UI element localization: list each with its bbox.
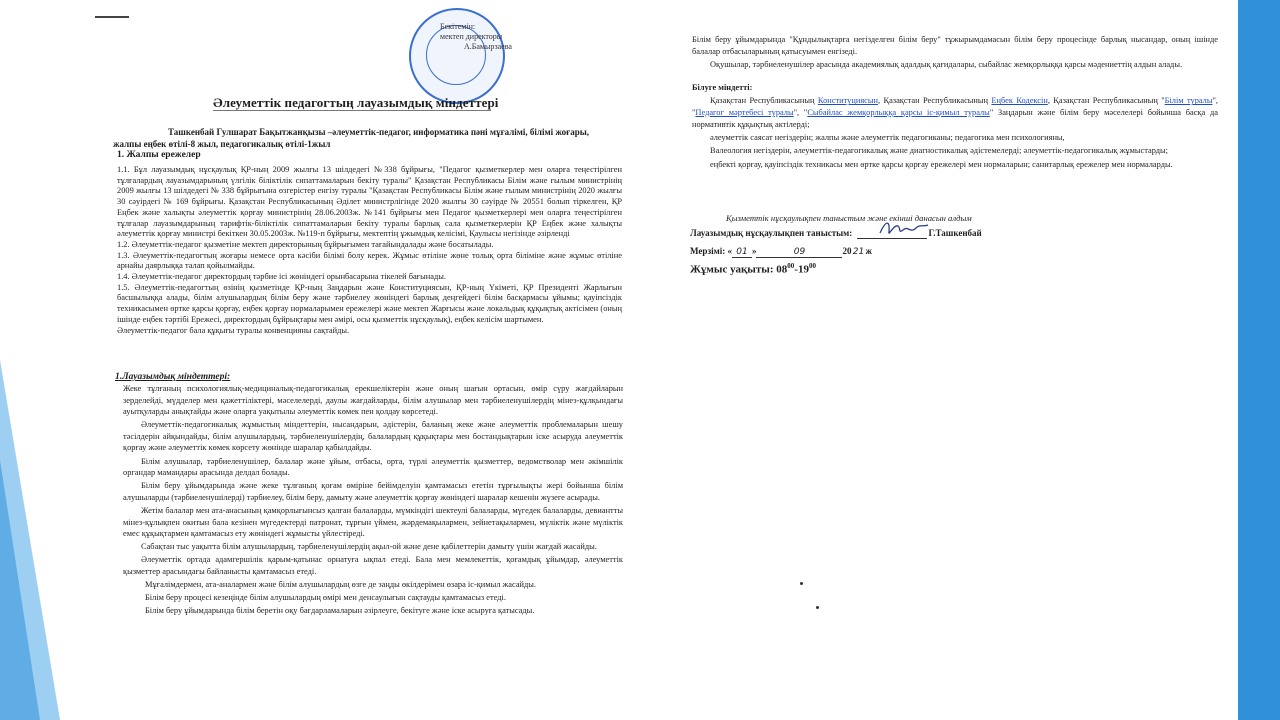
implementation-notes <box>692 34 1218 72</box>
document-title: Әлеуметтік педагогтың лауазымдық міндеттері <box>213 95 499 110</box>
knowledge-heading: Білуге міндетті: <box>692 83 753 92</box>
document-page-right <box>690 0 1230 720</box>
section-general-heading: 1. Жалпы ережелер <box>117 150 201 160</box>
section-duties-heading: 1.Лауазымдық міндеттері: <box>115 372 231 382</box>
intro-paragraph-1: Білім беру ұйымдарында "Құндылықтарға негізделген білім беру" тұжырымдамасын білім беру процесінде барлық нысандар, оның ішінде балалар отбасыларының қатысуымен енгізеді. <box>692 35 1218 56</box>
knowledge-text: Қазақстан Республикасының <box>710 96 818 106</box>
duty-paragraph: Мұғалімдермен, ата-аналармен және білім алушылардың өзге де заңды өкілдерімен өзара іс-қимыл жасайды. <box>145 580 536 589</box>
date-day: 01 <box>732 247 752 258</box>
slide-right-bar <box>1238 0 1280 720</box>
knowledge-text: , Қазақстан Республикасының <box>878 96 992 106</box>
title-underline <box>213 110 491 111</box>
working-hours <box>690 262 816 276</box>
labor-code-link[interactable]: Еңбек Кодексін <box>991 96 1048 106</box>
general-paragraph: 1.1. Бұл лауазымдық нұсқаулық ҚР-ның 2009 жылғы 13 шілдедегі №338 бұйрығы, "Педагог қызметкерлер мен оларға теңестірілген тұлғалардың лауазымдарының үлгілік біліктілік сипаттамаларын бекіту туралы" Қазақстан Республикасы Білім және ғылым министрінің 2009 жылғы 13 шілдедегі № 338 бұйрығына өзгерістер енгізу туралы "Қазақстан Республикасы Білім және ғылым министрінің 2020 жылғы 30 сәуірдегі № 169 бұйрығы. Қазақстан Республикасының Әділет министрлігінде 2020 жылғы 30 сәуірде № 20551 болып тіркелген, ҚР Еңбек және халықты әлеуметтік қорғау министрінің 28.06.2003ж. №141 бұйрығы мен Педагог қызметкерлері мен оларға теңестірілген тұлғалар лауазымдарының тарифтік-біліктілік сипаттамаларын бекіту туралы барлық сала қызметкерлерін ҚР Еңбек және халықты әлеуметтік қорғау министрі бекіткен 30.05.2003ж. №119-п бұйрығы, мектептің ұжымдық келісімі, Қаулысы негізінде әзірленді <box>117 165 622 239</box>
work-end-minutes: 00 <box>808 262 816 270</box>
acknowledgement-label: Лауазымдық нұсқаулықпен таныстым: <box>690 228 853 238</box>
duty-paragraph: Білім беру ұйымдарында білім беретін оқу бағдарламаларын әзірлеуге, бекітуге және іске асыруға қатысады. <box>145 606 535 616</box>
working-hours-label: Жұмыс уақыты: <box>690 263 777 276</box>
knowledge-item: Валеология негіздерін, әлеуметтік-педагогикалық және диагностикалық әдістемелерді; әлеуметтік-педагогикалық жұмыстарды; <box>710 146 1168 156</box>
intro-paragraph-2: Оқушылар, тәрбиеленушілер арасында академиялық адалдық қағидалары, сыбайлас жемқорлыққа қарсы мәдениеттің алдын алады. <box>710 60 1183 70</box>
education-law-link[interactable]: Білім туралы <box>1164 96 1213 106</box>
acknowledgement-line <box>690 228 982 239</box>
duty-paragraph: Әлеуметтік-педагогикалық жұмыстың міндеттерін, нысандарын, әдістерін, баланың жеке және әлеуметтік проблемаларын шешу тәсілдерін айқындайды, білім алушылардың, тәрбиеленушілердің, балалардың құқықтары мен бостандықтарын іске асыруда әлеуметтік қорғау және әлеуметтік көмек көрсету жөнінде шаралар қабылдайды. <box>123 420 623 453</box>
knowledge-text: " Заңдарын және білім беру мәселелері бойынша басқа да нормативтік құқықтық актілерді; <box>692 108 1218 129</box>
duty-paragraph: Сабақтан тыс уақытта білім алушылардың, тәрбиеленушілердің ақыл-ой және дене қабілеттерін дамыту үшін жағдай жасайды. <box>141 542 597 552</box>
date-year: 21 <box>852 247 865 257</box>
knowledge-laws <box>692 95 1218 130</box>
approval-line-3: А.Бамырзаева <box>464 42 512 51</box>
date-year-prefix: 20 <box>842 246 852 256</box>
work-dash: - <box>794 263 798 276</box>
document-page-left <box>95 0 633 720</box>
date-line <box>690 246 872 258</box>
duty-paragraph: Білім беру ұйымдарында және жеке тұлғаның қоғам өміріне бейімделуін қамтамасыз ететін тұрғылықты жері бойынша білім алушыларды (тәрбиеленушілерді) тәрбиелеу, білім беру, дамыту және әлеуметтік қорғау жөніндегі шаралар кешенін жүзеге асырады. <box>123 481 623 502</box>
work-start-minutes: 00 <box>787 262 795 270</box>
duty-paragraph: Жетім балалар мен ата-анасының қамқорлығынсыз қалған балаларды, мүмкіндігі шектеулі балаларды, мүгедек балаларды, девиантты мінез-құлықпен окитын бала кезінен мүгедектерді патронат, тұрғын үймен, жәрдемақылармен, зейнетақылармен, мүліктік және мүліктік емес құқықтармен қамтамасыз ету жөніндегі жұмысты үйлестіреді. <box>123 505 623 539</box>
work-start-hour: 08 <box>776 263 788 276</box>
scan-speck <box>800 582 803 585</box>
left-stripe-shape <box>0 300 95 720</box>
scan-speck <box>816 606 819 609</box>
constitution-link[interactable]: Конституциясын <box>817 96 878 106</box>
teacher-status-law-link[interactable]: Педагог мәртебесі туралы <box>695 108 794 118</box>
required-knowledge <box>692 82 1218 172</box>
knowledge-text: , Қазақстан Республикасының " <box>1047 96 1165 106</box>
acknowledgement-note: Қызметтік нұсқаулықпен таныстым және екінші данасын алдым <box>726 213 972 223</box>
date-month: 09 <box>756 247 842 258</box>
signatory-name: Г.Ташкенбай <box>928 228 982 238</box>
general-paragraph: 1.5. Әлеуметтік-педагогтың өзінің қызметінде ҚР-ның Заңдарын және Конституциясын, ҚР-ның Үкіметі, ҚР Президенті Жарлығын басшылыққа алады, білім алушылардың білім беру және тәрбиелеу жөніндегі барлық деңгейдегі білім басқармасы ұйымы; қауіпсіздік техникасымен өртке қарсы қорғау, еңбек қорғау нормаларымен ережелері және мектеп Жарғысы және локальдық құқықтық актісімен (оның ішінде еңбек тәртібі Ережесі, директордың бұйрықтары мен әмірі, осы қызметтік нұсқаулық), еңбек келісім шартымен. <box>117 282 622 324</box>
duty-paragraph: Жеке тұлғаның психологиялық-медициналық-педагогикалық ерекшеліктерін және оның шағын ортасын, өмір сүру жағдайларын зерделейді, мүдделер мен қажеттіліктері, мәселелерді, даулы жағдайларды, білім алушылар мен тәрбиеленушілердің мінез-құлқындағы ауытқуларды анықтайды және оларға уақытылы әлеуметтік көмек пен қолдау көрсетеді. <box>123 384 623 417</box>
knowledge-text: ", " <box>793 108 808 118</box>
date-separator: » <box>751 246 757 256</box>
knowledge-text: ", " <box>692 96 1219 118</box>
knowledge-item: әлеуметтік саясат негіздерін; жалпы және әлеуметтік педагогиканы; педагогика мен психологияны, <box>710 133 1065 143</box>
knowledge-item: еңбекті қорғау, қауіпсіздік техникасы мен өртке қарсы қорғау ережелері мен нормаларын; санитарлық ережелер мен нормаларды. <box>710 159 1173 169</box>
general-paragraph: 1.3. Әлеуметтік-педагогтың жоғары немесе орта кәсіби білімі болу керек. Жұмыс өтіліне жөне толық орта біліміне және жұмыс өтіліне арнайы даярлыққа талап қойылмайды. <box>117 250 622 271</box>
scan-mark <box>95 16 129 18</box>
general-provisions <box>117 165 622 336</box>
general-paragraph: Әлеуметтік-педагог бала құқығы туралы конвенцияны сақтайды. <box>117 325 350 335</box>
general-paragraph: 1.4. Әлеуметтік-педагог директордың тәрбие ісі жөніндегі орынбасарына тікелей бағынады. <box>117 272 446 282</box>
handwritten-signature <box>876 218 932 240</box>
slide-left-decoration <box>0 300 95 720</box>
approval-line-2: мектеп директоры <box>440 32 503 41</box>
duties-list <box>123 383 623 618</box>
work-end-hour: 19 <box>797 263 809 276</box>
duty-paragraph: Әлеуметтік ортада адамгершілік қарым-қатынас орнатуға ықпал етеді. Бала мен мемлекеттік, қоғамдық ұйымдар, әлеуметтік қызметтер арасындағы байланысты қамтамасыз етеді. <box>123 555 623 576</box>
duty-paragraph: Білім беру процесі кезеңінде білім алушылардың өмірі мен денсаулығын сақтауды қамтамасыз етеді. <box>145 593 506 603</box>
duty-paragraph: Білім алушылар, тәрбиеленушілер, балалар және ұйым, отбасы, орта, түрлі әлеуметтік қызметтер, ведомстволар мен әкімшілік органдар мамандары арасында делдал болады. <box>123 456 623 478</box>
general-paragraph: 1.2. Әлеуметтік-педагог қызметіне мектеп директорының бұйрығымен тағайындалады және босатылады. <box>117 239 494 249</box>
date-suffix: ж <box>865 246 873 256</box>
anticorruption-law-link[interactable]: Сыбайлас жемқорлыққа қарсы іс-қимыл туралы <box>807 108 990 118</box>
date-label: Мерзімі: « <box>690 246 732 256</box>
employee-info: Ташкенбай Гулшарат Бақытжанқызы –әлеуметтік-педагог, информатика пәні мұғалімі, білімі жоғары, жалпы еңбек өтілі-8 жыл, педагогикалық өтілі-1жыл <box>113 127 590 149</box>
approval-block <box>440 22 512 52</box>
approval-line-1: Бекітемін: <box>440 22 476 31</box>
